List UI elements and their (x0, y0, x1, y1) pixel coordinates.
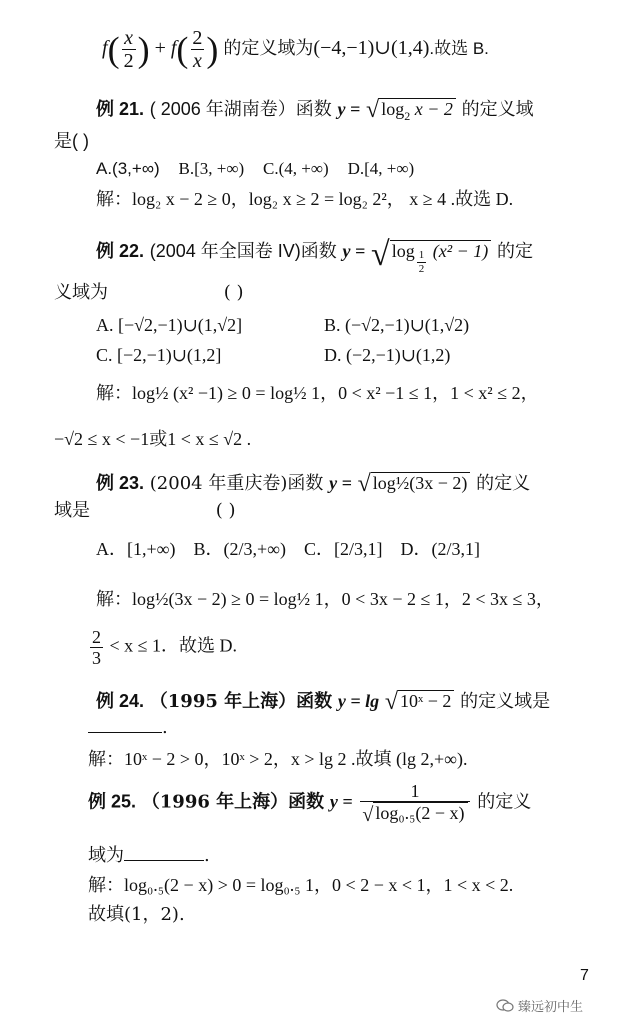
ex22-line2 (54, 284, 244, 302)
ex23-heading: 例 23. (2004 年重庆卷)函数 y = √ log½(3x − 2) 的定义 (96, 471, 531, 497)
radicand: log½(3x − 2) (371, 472, 471, 493)
watermark (496, 996, 583, 1015)
option-d: D.[4, +∞) (347, 159, 415, 178)
ex22-solution-1: 解：log½ (x² −1) ≥ 0 = log½ 1，0 < x² −1 ≤ 1，1 < x² ≤ 2， (96, 383, 539, 403)
function-symbol: y = lg (337, 691, 380, 711)
example-label: 例 24. (96, 691, 145, 711)
ex23-solution-2 (88, 628, 237, 667)
ex22-solution-2: −√2 ≤ x < −1或1 < x ≤ √2 . (54, 429, 252, 449)
answer-paren: ( ) (215, 500, 236, 521)
solution-text: < x ≤ 1．故选 D. (109, 635, 238, 656)
option-b: B．(2/3,+∞) (193, 539, 286, 559)
tail-text: 的定义域 (461, 99, 534, 120)
numerator: 1 (410, 781, 420, 801)
option-c: C．[2/3,1] (303, 539, 383, 559)
function-fraction (360, 781, 469, 826)
ex22-options-ab (96, 315, 470, 335)
option-b: B.[3, +∞) (178, 159, 245, 178)
function-symbol: y = (329, 473, 352, 493)
ex25-solution: 解：log₀.₅(2 − x) > 0 = log₀.₅ 1，0 < 2 − x < 1，1 < x < 2. (88, 875, 514, 895)
option-a: A.(3,+∞) (96, 159, 160, 178)
ex23-line2 (54, 502, 236, 520)
option-a: A．[1,+∞) (96, 539, 176, 559)
tail-text: 域为 (88, 845, 124, 866)
example-source: （1995 年上海）函数 (149, 691, 333, 712)
answer-text: .故选 B. (429, 39, 489, 59)
watermark-text: 臻远初中生 (518, 1000, 584, 1015)
line-1: f( $\frac{x}{2}$ ) + f( $\frac{2}{x}$ ) 的定义域为(−4,−1)∪(1,4).故选 B. (102, 27, 489, 72)
example-source: ( 2006 年湖南卷）函数 (149, 99, 332, 119)
ex25-line2: 域为 . (88, 845, 210, 866)
function-symbol: y = (337, 99, 361, 119)
option-a: A. [−√2,−1)∪(1,√2] (96, 315, 243, 335)
example-label: 例 21. (96, 99, 145, 119)
ex21-solution: 解：log₂ x − 2 ≥ 0，log₂ x ≥ 2 = log₂ 2²， x ≥ 4 .故选 D. (96, 189, 514, 209)
frac-den: 2 (123, 50, 134, 72)
tail-text: 域是 (54, 500, 90, 521)
example-label: 例 23. (96, 473, 145, 493)
frac-num: x (124, 27, 133, 49)
tail-text: 义域为 (54, 282, 108, 303)
option-d: D. (−2,−1)∪(1,2) (324, 345, 451, 365)
ex21-line2: 是( ) (54, 131, 89, 151)
tail-text: 的定义 (476, 473, 531, 494)
example-label: 例 25. (88, 791, 137, 812)
wechat-icon (496, 999, 514, 1013)
option-c: C.(4, +∞) (263, 159, 329, 178)
ex22-heading: 例 22. (2004 年全国卷 IV)函数 y = √ log $\frac{1}{2}$ (x² − 1) 的定 (96, 236, 533, 276)
answer-paren: ( ) (223, 282, 244, 303)
ex24-solution: 解：10ˣ − 2 > 0，10ˣ > 2，x > lg 2 .故填 (lg 2,+∞). (88, 749, 468, 769)
answer-blank[interactable] (124, 846, 204, 861)
domain-text: 的定义域为 (223, 38, 314, 59)
example-source: （1996 年上海）函数 (141, 791, 325, 813)
frac-num: 2 (192, 27, 203, 49)
ex24-blank: . (88, 718, 168, 737)
ex22-options-cd (96, 345, 451, 365)
ex23-options (96, 540, 480, 558)
tail-text: 的定义 (477, 791, 532, 813)
ex21-heading: 例 21. ( 2006 年湖南卷）函数 y = √ $\log_2 x - 2$ 的定义域 (96, 97, 534, 123)
option-c: C. [−2,−1)∪(1,2] (96, 345, 222, 365)
ex25-heading (88, 781, 532, 826)
plus-sign: + (154, 37, 166, 60)
f-symbol: f (170, 37, 177, 60)
ex21-options (96, 160, 414, 177)
ex24-heading: 例 24. （1995 年上海）函数 y = lg √ 10ˣ − 2 的定义域是 (96, 689, 551, 715)
example-label: 例 22. (96, 241, 145, 261)
option-b: B. (−√2,−1)∪(1,√2) (324, 315, 470, 335)
option-d: D．(2/3,1] (400, 539, 480, 559)
radicand: 10ˣ − 2 (398, 690, 454, 711)
f-symbol: f (102, 37, 108, 60)
domain-result: (−4,−1)∪(1,4) (313, 37, 430, 60)
tail-text: 的定义域是 (460, 691, 551, 712)
page-number: 7 (580, 967, 589, 984)
fraction-two-thirds: $\frac{2}{3}$ (92, 627, 101, 668)
radicand: log $\frac{1}{2}$ (x² − 1) (390, 240, 492, 261)
tail-text: 的定 (496, 241, 533, 262)
denominator: √ log₀.₅(2 − x) (360, 801, 469, 823)
answer-blank[interactable] (88, 718, 162, 733)
example-source: (2004 年全国卷 IV)函数 (149, 241, 337, 261)
function-symbol: y = (342, 241, 366, 261)
ex23-solution-1: 解：log½(3x − 2) ≥ 0 = log½ 1，0 < 3x − 2 ≤ 1，2 < 3x ≤ 3， (96, 589, 554, 609)
ex25-answer: 故填(1，2). (88, 904, 185, 925)
frac-den: x (192, 50, 202, 72)
function-symbol: y = (329, 791, 353, 812)
radicand: $\log_2 x - 2$ (379, 98, 456, 119)
example-source: (2004 年重庆卷)函数 (149, 473, 324, 494)
